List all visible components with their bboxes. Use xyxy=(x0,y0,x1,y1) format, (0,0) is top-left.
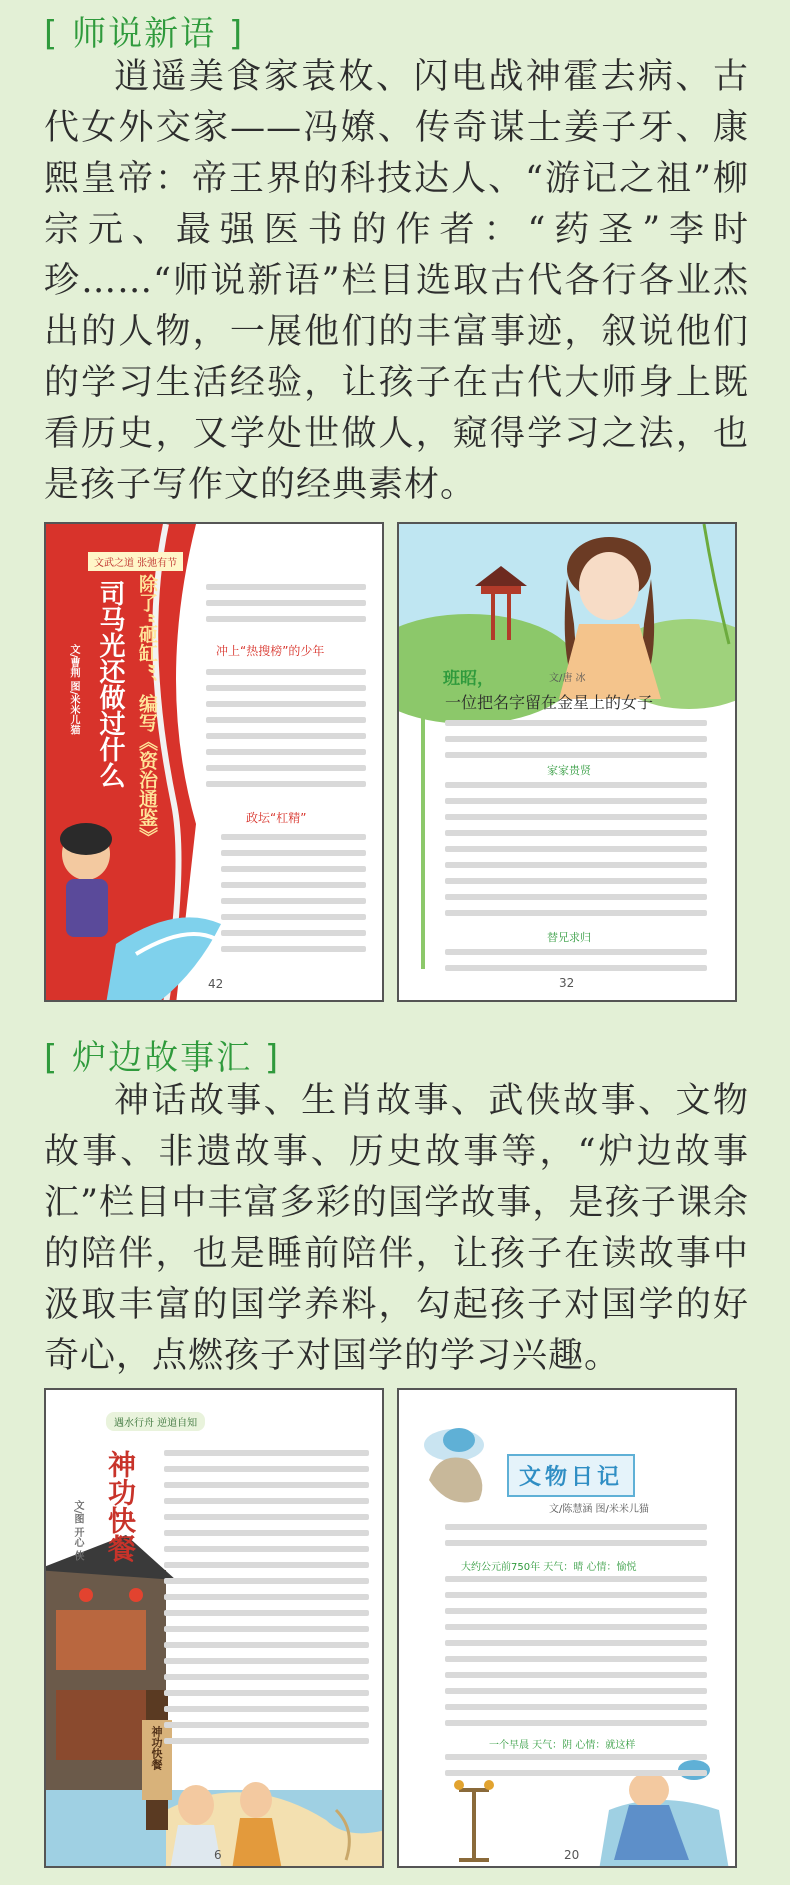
page-heading-2: 替兄求归 xyxy=(547,931,591,944)
section-title-lubian: [ 炉边故事汇 ] xyxy=(44,1038,281,1078)
section-paragraph-lubian: 神话故事、生肖故事、武侠故事、文物故事、非遗故事、历史故事等，“炉边故事汇”栏目中丰富多彩的国学故事，是孩子课余的陪伴，也是睡前陪伴，让孩子在读故事中汲取丰富的国学养料，勾起孩子对国学的好奇心，点燃孩子对国学的学习兴趣。 xyxy=(44,1081,749,1376)
page-heading-1: 冲上“热搜榜”的少年 xyxy=(216,644,325,658)
page-header: 文武之道 张弛有节 xyxy=(88,552,183,571)
page-header: 遇水行舟 逆道自知 xyxy=(106,1412,205,1431)
page-subtitle: 一位把名字留在金星上的女子 xyxy=(445,693,654,712)
page-heading-2: 一个早晨 天气：阴 心情：就这样 xyxy=(489,1740,636,1751)
page-number: 42 xyxy=(208,977,224,991)
sample-page-wenwu-riji xyxy=(397,1388,737,1868)
page-number: 32 xyxy=(559,976,575,990)
page-author: 文/陈慧涵 图/米米儿猫 xyxy=(549,1504,649,1515)
sample-page-ban-zhao xyxy=(397,522,737,1002)
page-number: 6 xyxy=(214,1848,222,1862)
page-vertical-subtitle: 除了“砸缸”、编写《资治通鉴》 xyxy=(136,574,158,846)
shop-sign: 神功快餐 xyxy=(150,1726,163,1770)
section-title-shishuo: [ 师说新语 ] xyxy=(44,14,245,54)
page-heading-1: 家家贵贤 xyxy=(547,764,591,777)
page-author: 文/曹荆 图/米米儿猫 xyxy=(68,644,79,735)
page-vertical-title: 司马光还做过什么 xyxy=(95,580,125,788)
page-name: 班昭， xyxy=(443,669,494,689)
page-title: 文物日记 xyxy=(507,1454,635,1497)
page-author: 文/图 开心 侠 xyxy=(72,1500,83,1561)
page-author: 文/唐 冰 xyxy=(549,673,586,684)
page-number: 20 xyxy=(564,1848,580,1862)
page-heading-2: 政坛“杠精” xyxy=(246,811,307,825)
sample-page-shengong-kuaican xyxy=(44,1388,384,1868)
page-heading-1: 大约公元前750年 天气：晴 心情：愉悦 xyxy=(461,1562,637,1573)
page-vertical-title: 神功快餐 xyxy=(104,1450,137,1562)
section-paragraph-shishuo: 逍遥美食家袁枚、闪电战神霍去病、古代女外交家——冯嫽、传奇谋士姜子牙、康熙皇帝：帝王界的科技达人、“游记之祖”柳宗元、最强医书的作者：“药圣”李时珍……“师说新语”栏目选取古代各行各业杰出的人物，一展他们的丰富事迹，叙说他们的学习生活经验，让孩子在古代大师身上既看历史，又学处世做人，窥得学习之法，也是孩子写作文的经典素材。 xyxy=(44,57,749,505)
sample-page-sima-guang xyxy=(44,522,384,1002)
